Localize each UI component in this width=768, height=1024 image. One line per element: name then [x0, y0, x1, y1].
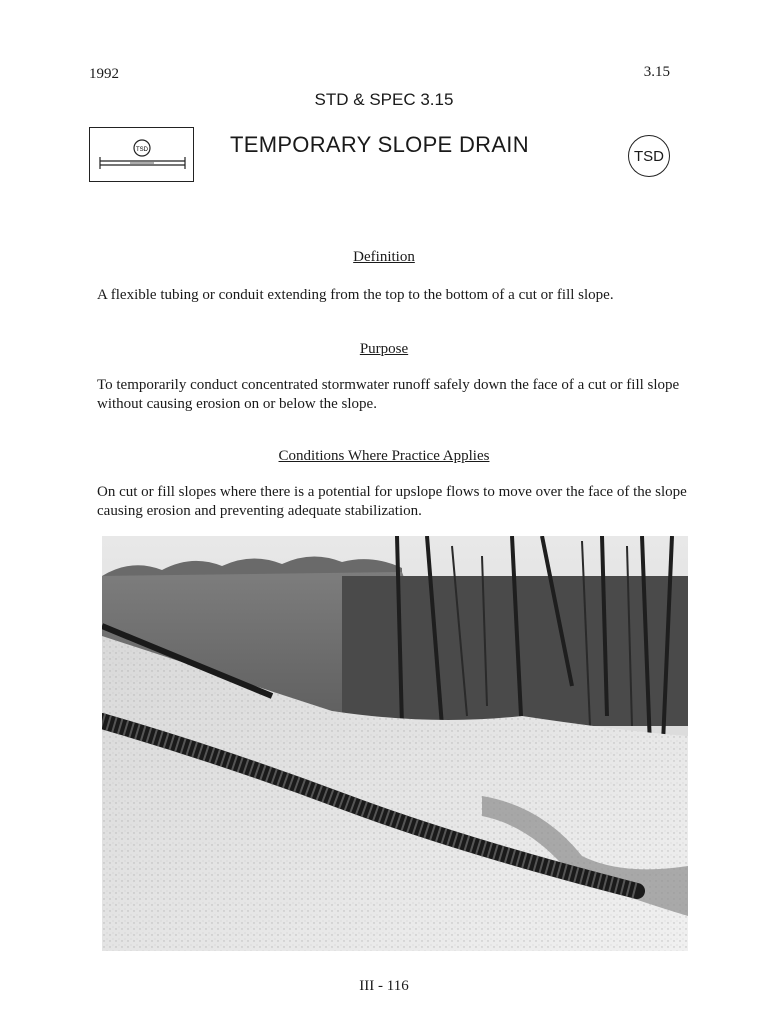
heading-conditions: Conditions Where Practice Applies [278, 448, 490, 464]
conditions-text: On cut or fill slopes where there is a potential for upslope flows to move over the face of the slope causing erosion and preventing adequate stabilization. [97, 484, 687, 519]
section-number: 3.15 [643, 64, 670, 80]
definition-text: A flexible tubing or conduit extending from the top to the bottom of a cut or fill slope. [97, 287, 614, 303]
heading-purpose: Purpose [359, 341, 409, 357]
std-spec-label: STD & SPEC 3.15 [314, 90, 454, 109]
slope-drain-photo-illustration [102, 536, 688, 951]
practice-symbol-box [89, 127, 194, 182]
purpose-text: To temporarily conduct concentrated stormwater runoff safely down the face of a cut or fill slope without causing erosion on or below the slope. [97, 377, 680, 412]
year-label: 1992 [89, 66, 119, 82]
symbol-label: TSD [136, 147, 148, 153]
slope-drain-photo [102, 536, 688, 951]
page-title: TEMPORARY SLOPE DRAIN [230, 132, 529, 157]
page-number: III - 116 [359, 978, 409, 994]
tsd-badge: TSD [628, 135, 670, 177]
heading-definition: Definition [353, 249, 415, 265]
slope-drain-symbol-icon [90, 128, 195, 183]
